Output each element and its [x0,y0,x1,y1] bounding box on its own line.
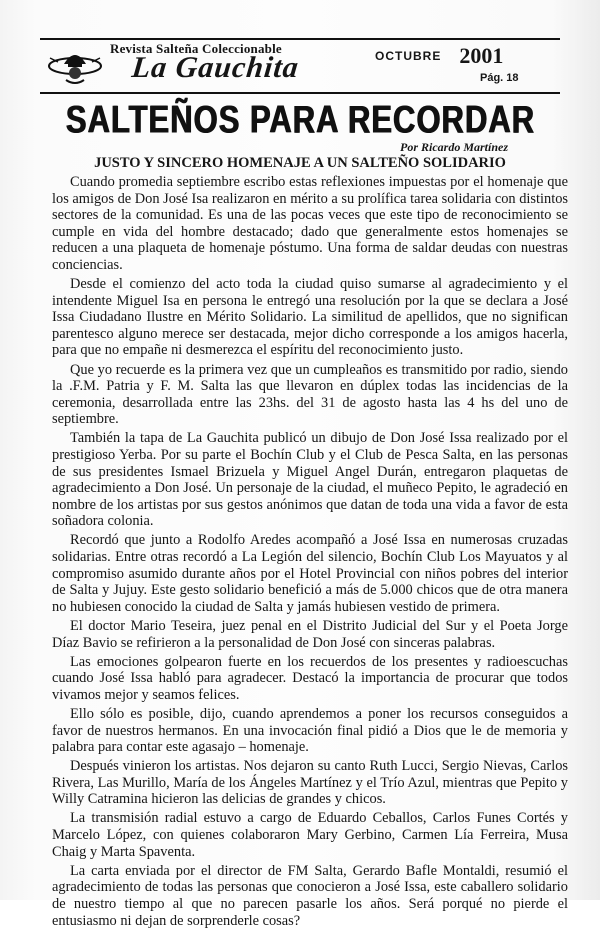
page-number: Pág. 18 [480,72,519,84]
article-paragraph: Las emociones golpearon fuerte en los recuerdos de los presentes y radioescuchas cuando José Issa habló para agradecer. Destacó la importancia de procurar que todos vivamos mejor y seamos felices. [52,653,568,703]
masthead [40,38,560,94]
article-paragraph: La carta enviada por el director de FM Salta, Gerardo Bafle Montaldi, resumió el agradecimiento de todas las personas que conocieron a José Issa, este caballero solidario de nuestro tiempo al que no parecen pasarle los años. Será porqué no pierde el entusiasmo ni dejan de sorprenderle cosas? [52,862,568,929]
issue-year: 2001 [459,43,504,68]
article-paragraph: Recordó que junto a Rodolfo Aredes acompañó a José Issa en numerosas cruzadas solidarias. Entre otras recordó a La Legión del silencio, Bochín Club Los Mayuatos y al compromiso asumido durante años por el Hotel Provincial con niños pobres del interior de Salta y Jujuy. Este gesto solidario benefició a más de 5.000 chicos que de otra manera no hubiesen conocido la ciudad de Salta y jamás hubiesen vestido de primera. [52,532,568,615]
masthead-title: La Gauchita [130,51,301,84]
article-body [52,174,568,932]
article-paragraph: El doctor Mario Teseira, juez penal en el Distrito Judicial del Sur y el Poeta Jorge Díaz Bavio se refirieron a la personalidad de Don José con sinceras palabras. [52,617,568,651]
article-paragraph: Cuando promedia septiembre escribo estas reflexiones impuestas por el homenaje que los amigos de Don José Isa realizaron en mérito a su prolífica tarea solidaria con distintos sectores de la comunidad. Es una de las pocas veces que este tipo de reconocimiento se cumple en vida del hombre destacado; dado que generalmente estos homenajes se reducen a una plaqueta de homenaje póstumo. Una forma de saldar deudas con nuestras conciencias. [52,174,568,273]
article-paragraph: También la tapa de La Gauchita publicó un dibujo de Don José Issa realizado por el prestigioso Yerba. Por su parte el Bochín Club y el Club de Pesca Salta, en las personas de sus presidentes Ismael Brizuela y Miguel Angel Durán, entregaron plaquetas de agradecimiento a Don José. Un personaje de la ciudad, el muñeco Pepito, le agradeció en nombre de los artistas por sus gestos anónimos que datan de toda una vida a favor de esta soñadora colonia. [52,430,568,530]
article-paragraph: Ello sólo es posible, dijo, cuando aprendemos a poner los recursos conseguidos a favor de nuestros hermanos. En una invocación final pidió a Dios que le de memoria y palabra para contar este agasajo – homenaje. [52,705,568,756]
gaucho-logo-icon [46,44,104,86]
article-headline: JUSTO Y SINCERO HOMENAJE A UN SALTEÑO SOLIDARIO [94,155,506,171]
article-paragraph: Después vinieron los artistas. Nos dejaron su canto Ruth Lucci, Sergio Nievas, Carlos Rivera, Las Murillo, María de los Ángeles Martínez y el Trío Azul, mientras que Pepito y Willy Catramina hicieron las delicias de grandes y chicos. [52,758,568,808]
author-byline: Por Ricardo Martínez [400,140,509,154]
issue-month: OCTUBRE [375,49,442,63]
masthead-date [375,43,555,69]
article-paragraph: Que yo recuerde es la primera vez que un cumpleaños es transmitido por radio, siendo la .F.M. Patria y F. M. Salta las que llevaron en dúplex todas las incidencias de la ceremonia, desarrollada entre las 23hs. del 31 de agosto hasta las 4 hs del uno de septiembre. [52,361,568,428]
masthead-subtitle: Revista Salteña Coleccionable [110,41,282,56]
article-paragraph: La transmisión radial estuvo a cargo de Eduardo Ceballos, Carlos Funes Cortés y Marcelo López, con quienes colaboraron Mary Gerbino, Carmen Lía Ferreira, Musa Chaig y Marta Spaventa. [52,810,568,860]
section-title: SALTEÑOS PARA RECORDAR [65,97,535,142]
article-paragraph: Desde el comienzo del acto toda la ciudad quiso sumarse al agradecimiento y el intendente Miguel Isa en persona le entregó una resolución por la que se declara a José Issa Ciudadano Ilustre en Mérito Solidario. La similitud de apellidos, que no significan parentesco alguno merece ser destacada, mejor dicho corresponde a los amigos hacerla, para que no empañe ni desmerezca el espíritu del reconocimiento justo. [52,276,568,359]
